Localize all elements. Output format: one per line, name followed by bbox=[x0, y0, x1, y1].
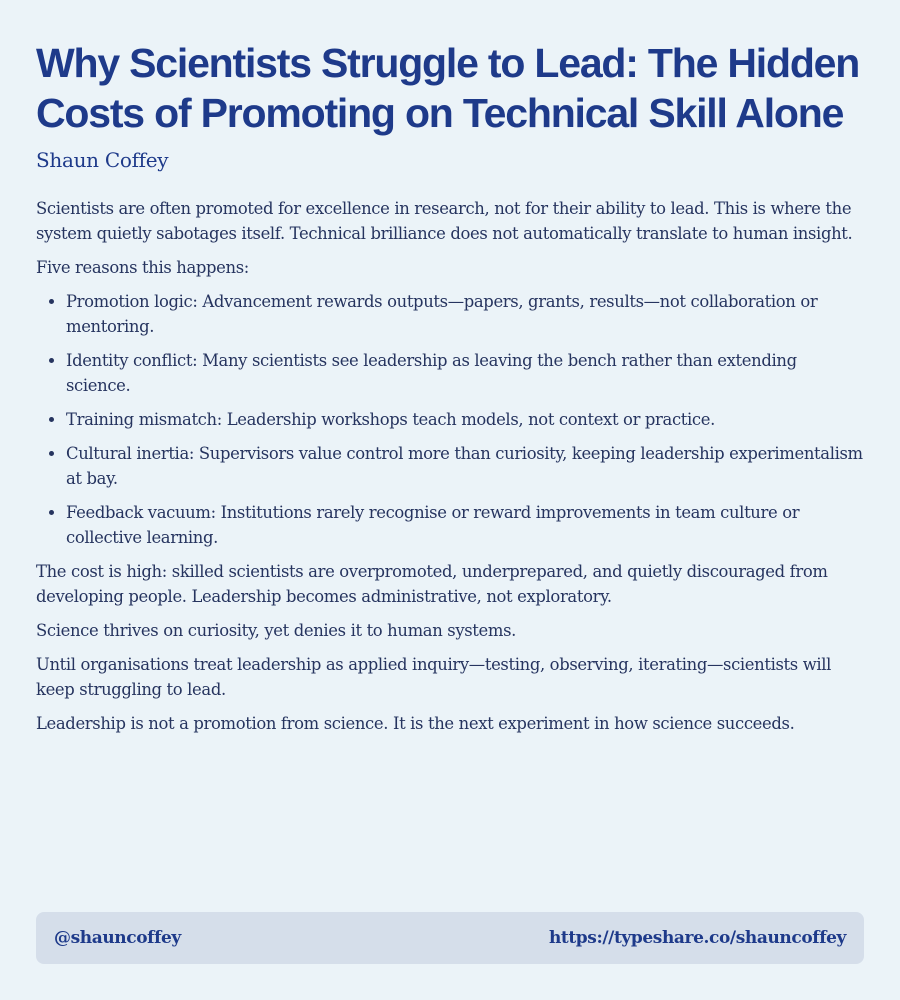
reasons-list bbox=[36, 289, 864, 550]
profile-link[interactable]: https://typeshare.co/shauncoffey bbox=[548, 928, 846, 948]
article bbox=[36, 38, 864, 745]
list-item: • Identity conflict: Many scientists see leadership as leaving the bench rather than extending science. bbox=[66, 348, 864, 398]
body-paragraph: Until organisations treat leadership as applied inquiry—testing, observing, iterating—scientists will keep struggling to lead. bbox=[36, 655, 832, 699]
article-body bbox=[36, 196, 864, 736]
author-handle[interactable]: @shauncoffey bbox=[54, 928, 181, 948]
article-title: Why Scientists Struggle to Lead: The Hidden Costs of Promoting on Technical Skill Alone bbox=[36, 40, 860, 136]
footer-bar bbox=[36, 912, 864, 964]
list-item: • Feedback vacuum: Institutions rarely recognise or reward improvements in team culture or collective learning. bbox=[66, 500, 864, 550]
intro-paragraph: Scientists are often promoted for excellence in research, not for their ability to lead. This is where the system quietly sabotages itself. Technical brilliance does not automatically translate to human insight. bbox=[36, 199, 853, 243]
list-intro: Five reasons this happens: bbox=[36, 258, 249, 277]
article-author: Shaun Coffey bbox=[36, 148, 169, 172]
list-item: • Cultural inertia: Supervisors value control more than curiosity, keeping leadership experimentalism at bay. bbox=[66, 441, 864, 491]
body-paragraph: The cost is high: skilled scientists are overpromoted, underprepared, and quietly discouraged from developing people. Leadership becomes administrative, not exploratory. bbox=[36, 562, 828, 606]
body-paragraph: Leadership is not a promotion from science. It is the next experiment in how science succeeds. bbox=[36, 714, 795, 733]
list-item: • Training mismatch: Leadership workshops teach models, not context or practice. bbox=[66, 407, 864, 432]
list-item: • Promotion logic: Advancement rewards outputs—papers, grants, results—not collaboration or mentoring. bbox=[66, 289, 864, 339]
body-paragraph: Science thrives on curiosity, yet denies it to human systems. bbox=[36, 621, 517, 640]
